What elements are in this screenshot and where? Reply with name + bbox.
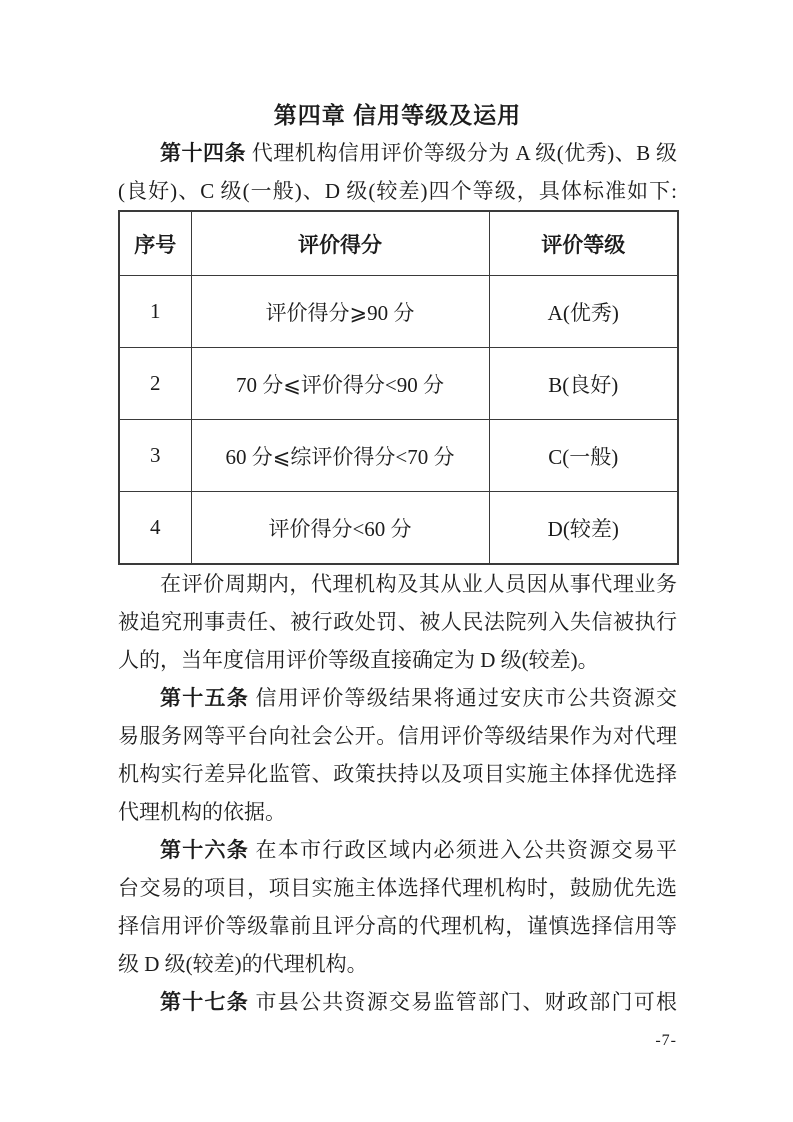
table-cell: A(优秀) [489, 276, 678, 348]
paragraph-text: 易服务网等平台向社会公开。信用评价等级结果作为对代理 [118, 724, 677, 748]
table-row [119, 348, 678, 420]
paragraph-text: 在本市行政区域内必须进入公共资源交易平 [249, 838, 677, 862]
chapter-title: 第四章 信用等级及运用 [273, 102, 522, 128]
article-number-label: 第十四条 [160, 141, 246, 165]
paragraph-group-before-table [118, 134, 677, 210]
table-cell: B(良好) [489, 348, 678, 420]
paragraph-text: 级 D 级(较差)的代理机构。 [118, 952, 368, 976]
table-cell: 70 分⩽评价得分<90 分 [191, 348, 489, 420]
paragraph [118, 679, 677, 831]
paragraph [118, 134, 677, 210]
paragraph-text: 代理机构信用评价等级分为 A 级(优秀)、B 级 [246, 141, 677, 165]
table-cell: 4 [119, 492, 191, 565]
table-row [119, 420, 678, 492]
table-cell: 评价得分⩾90 分 [191, 276, 489, 348]
paragraph-text: (良好)、C 级(一般)、D 级(较差)四个等级，具体标准如下: [118, 179, 677, 203]
table-body [119, 276, 678, 565]
paragraph [118, 565, 677, 679]
table-row [119, 492, 678, 565]
paragraph-line [118, 907, 677, 945]
table-header-grade: 评价等级 [489, 211, 678, 276]
paragraph-text: 人的，当年度信用评价等级直接确定为 D 级(较差)。 [118, 648, 599, 672]
table-cell: 1 [119, 276, 191, 348]
table-cell: D(较差) [489, 492, 678, 565]
paragraph-line [118, 793, 677, 831]
paragraph-text: 被追究刑事责任、被行政处罚、被人民法院列入失信被执行 [118, 610, 677, 634]
paragraph-line [118, 831, 677, 869]
paragraph-line [118, 565, 677, 603]
table-cell: 2 [119, 348, 191, 420]
paragraph [118, 831, 677, 983]
paragraph-text: 择信用评价等级靠前且评分高的代理机构，谨慎选择信用等 [118, 914, 677, 938]
paragraph-text: 市县公共资源交易监管部门、财政部门可根 [249, 990, 677, 1014]
paragraph-line [118, 717, 677, 755]
table-header-no: 序号 [119, 211, 191, 276]
table-cell: 60 分⩽综评价得分<70 分 [191, 420, 489, 492]
table-header-row [119, 211, 678, 276]
document-content [118, 96, 677, 1021]
article-number-label: 第十六条 [160, 838, 249, 862]
paragraph-line [118, 603, 677, 641]
paragraph-text: 代理机构的依据。 [118, 800, 286, 824]
paragraph [118, 983, 677, 1021]
table-cell: 评价得分<60 分 [191, 492, 489, 565]
paragraph-group-after-table [118, 565, 677, 1021]
paragraph-text: 机构实行差异化监管、政策扶持以及项目实施主体择优选择 [118, 762, 677, 786]
paragraph-text: 台交易的项目，项目实施主体选择代理机构时，鼓励优先选 [118, 876, 677, 900]
table-header-score: 评价得分 [191, 211, 489, 276]
paragraph-text: 在评价周期内，代理机构及其从业人员因从事代理业务 [160, 572, 677, 596]
article-number-label: 第十五条 [160, 686, 249, 710]
table-row [119, 276, 678, 348]
paragraph-line [118, 172, 677, 210]
paragraph-line [118, 755, 677, 793]
paragraph-line [118, 983, 677, 1021]
paragraph-line [118, 945, 677, 983]
page-number: -7- [655, 1032, 677, 1049]
table-cell: C(一般) [489, 420, 678, 492]
credit-rating-table [118, 210, 679, 565]
paragraph-line [118, 679, 677, 717]
article-number-label: 第十七条 [160, 990, 249, 1014]
paragraph-text: 信用评价等级结果将通过安庆市公共资源交 [249, 686, 677, 710]
paragraph-line [118, 641, 677, 679]
paragraph-line [118, 134, 677, 172]
table-cell: 3 [119, 420, 191, 492]
paragraph-line [118, 869, 677, 907]
